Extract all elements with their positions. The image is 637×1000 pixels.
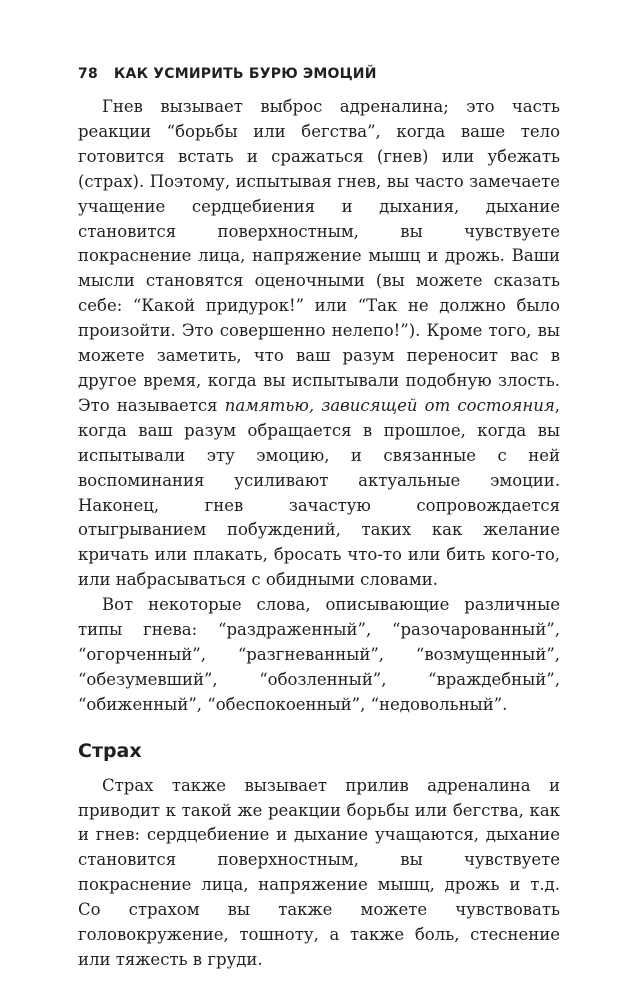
paragraph-anger-physiology: [78, 95, 560, 593]
body-text: [78, 95, 560, 973]
running-head: [78, 60, 560, 88]
page-number: 78: [78, 66, 98, 82]
section-heading: Страх: [78, 739, 142, 762]
book-page: [78, 60, 560, 973]
paragraph-text: , когда ваш разум обращается в прошлое, когда вы испытывали эту эмоцию, и связанные с ней воспоминания усиливают актуальные эмоции. Наконец, гнев зачастую сопровождается отыгрыванием побуждений, таких как желание кричать или плакать, бросать что-то или бить кого-то, или набрасываться с обидными словами.: [78, 395, 561, 590]
paragraph-fear: Страх также вызывает прилив адреналина и приводит к такой же реакции борьбы или бегства, как и гнев: сердцебиение и дыхание учащаются, дыхание становится поверхностным, вы чувствуете покраснение лица, напряжение мышц, дрожь и т.д. Со страхом вы также можете чувствовать головокружение, тошноту, а также боль, стеснение или тяжесть в груди.: [78, 775, 560, 969]
italic-term: памятью, зависящей от состояния: [224, 395, 555, 415]
paragraph-text: Гнев вызывает выброс адреналина; это часть реакции “борьбы или бегства”, когда ваше тело готовится встать и сражаться (гнев) или убежать (страх). Поэтому, испытывая гнев, вы часто замечаете учащение сердцебиения и дыхания, дыхание становится поверхностным, вы чувствуете покраснение лица, напряжение мышц и дрожь. Ваши мысли становятся оценочными (вы можете сказать себе: “Какой придурок!” или “Так не должно было произойти. Это совершенно нелепо!”). Кроме того, вы можете заметить, что ваш разум переносит вас в другое время, когда вы испытывали подобную злость. Это называется: [78, 97, 560, 415]
book-title: КАК УСМИРИТЬ БУРЮ ЭМОЦИЙ: [113, 66, 377, 82]
paragraph-anger-words: Вот некоторые слова, описывающие различные типы гнева: “раздраженный”, “разочарованный”, “огорченный”, “разгневанный”, “возмущенный”, “обезумевший”, “обозленный”, “враждебный”, “обиженный”, “обеспокоенный”, “недовольный”.: [78, 595, 560, 714]
